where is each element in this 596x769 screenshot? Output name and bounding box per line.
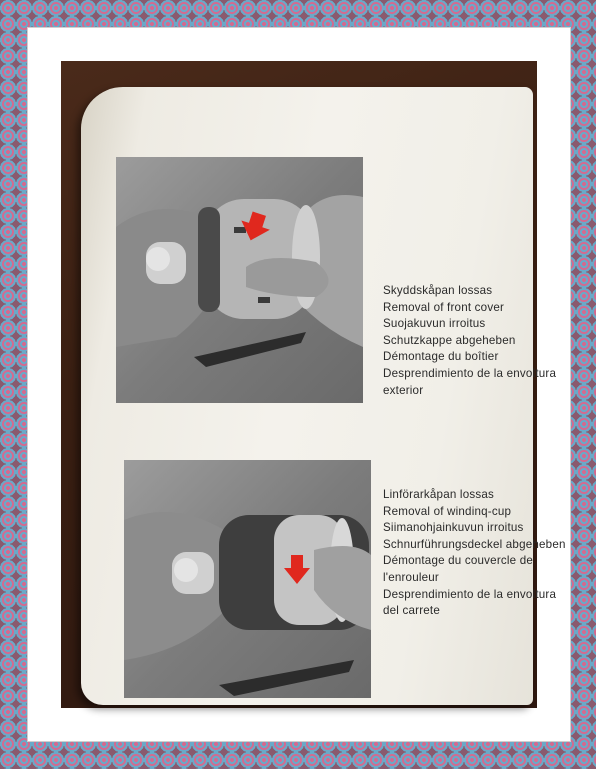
caption-line: Schnurführungsdeckel abgeheben <box>383 537 566 551</box>
caption-line: Siimanohjainkuvun irroitus <box>383 521 524 535</box>
reel-illustration-1 <box>116 157 363 403</box>
caption-line: Desprendimiento de la envoltura <box>383 366 557 380</box>
reel-illustration-2 <box>124 460 371 698</box>
reel-foot <box>194 332 306 367</box>
caption-line: del carrete <box>383 604 440 618</box>
caption-line: Linförarkåpan lossas <box>383 488 494 501</box>
caption-line: Suojakuvun irroitus <box>383 317 486 331</box>
caption-line: l'enrouleur <box>383 570 439 584</box>
photograph <box>61 61 566 708</box>
caption-line: Removal of front cover <box>383 300 505 314</box>
manual-page <box>81 87 566 705</box>
reel-foot <box>219 660 354 696</box>
figure-front-cover-removal <box>116 157 363 403</box>
caption-line: Schutzkappe abgeheben <box>383 333 516 347</box>
caption-line: exterior <box>383 383 424 397</box>
caption-line: Démontage du boîtier <box>383 350 499 364</box>
caption-line: Skyddskåpan lossas <box>383 284 493 297</box>
caption-winding-cup <box>383 487 566 620</box>
caption-line: Removal of windinq-cup <box>383 504 512 518</box>
figure-winding-cup-removal <box>124 460 371 698</box>
caption-front-cover <box>383 283 559 399</box>
caption-line: Démontage du couvercle de <box>383 554 534 568</box>
caption-line: Desprendimiento de la envoltura <box>383 587 557 601</box>
reel-ring <box>198 207 220 312</box>
photo-frame <box>27 27 571 742</box>
